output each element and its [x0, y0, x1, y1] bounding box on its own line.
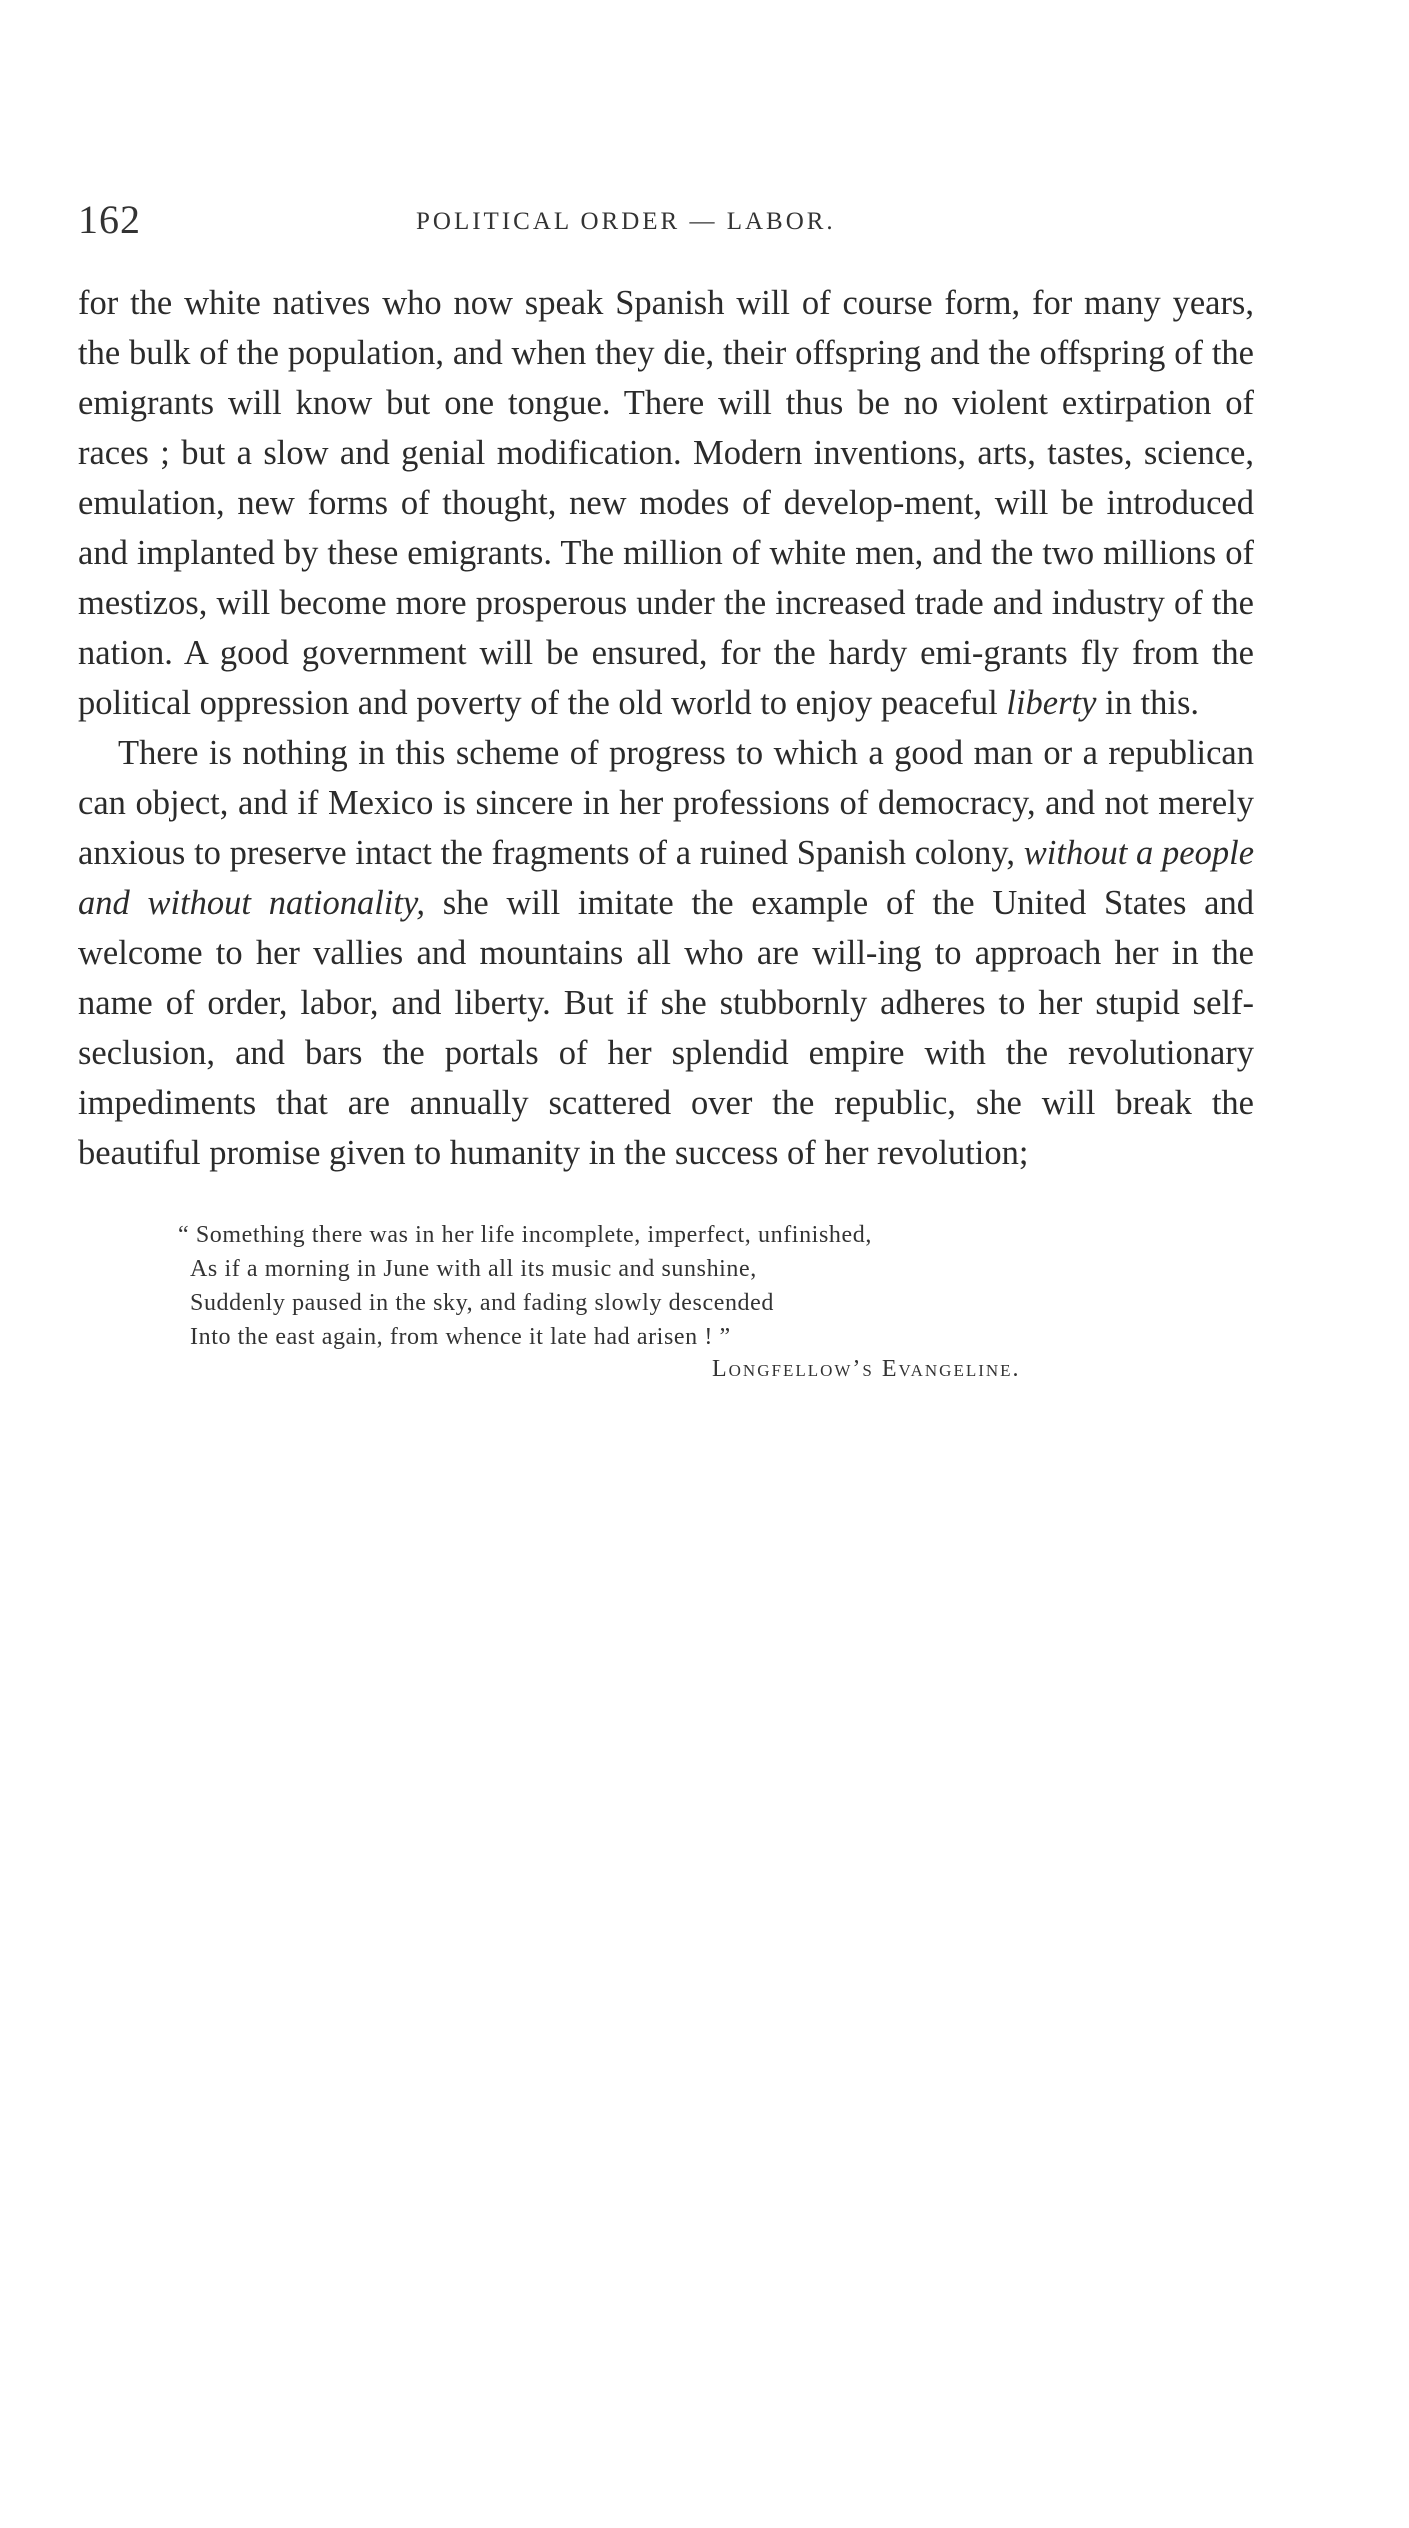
paragraph-1-text-a: for the white natives who now speak Spanish will of course form, for many years, the bulk of the population, and when they die, their offspring and the offspring of the emigrants will know but one tongue. There will thus be no violent extirpation of races ; but a slow and genial modification. Modern inventions, arts, tastes, science, emulation, new forms of thought, new modes of develop-ment, will be introduced and implanted by these emigrants. The million of white men, and the two millions of mestizos, will become more prosperous under the increased trade and industry of the nation. A good government will be ensured, for the hardy emi-grants fly from the political oppression and poverty of the old world to enjoy peaceful — [78, 284, 1254, 722]
verse-line-1: “ Something there was in her life incomplete, imperfect, unfinished, — [178, 1222, 872, 1248]
paragraph-2-italic: without a people and without nationality, — [78, 834, 1255, 922]
page-number: 162 — [78, 197, 141, 242]
quote-attribution: Longfellow’s Evangeline. — [712, 1356, 1021, 1382]
paragraph-1 — [78, 278, 1254, 728]
verse-line-3: Suddenly paused in the sky, and fading slowly descended — [190, 1290, 775, 1316]
book-page — [78, 196, 1254, 1383]
running-head — [78, 196, 1254, 256]
paragraph-2-text-a: There is nothing in this scheme of progress to which a good man or a republican can object, and if Mexico is sincere in her professions of democracy, and not merely anxious to preserve intact the fragments of a ruined Spanish colony, — [78, 734, 1254, 872]
paragraph-2 — [78, 728, 1254, 1178]
verse-line-2: As if a morning in June with all its music and sunshine, — [190, 1256, 757, 1282]
verse-quotation — [78, 1218, 1254, 1354]
paragraph-2-text-b: she will imitate the example of the United States and welcome to her vallies and mountains all who are will-ing to approach her in the name of order, labor, and liberty. But if she stubbornly adheres to her stupid self-seclusion, and bars the portals of her splendid empire with the revolutionary impediments that are annually scattered over the republic, she will break the beautiful promise given to humanity in the success of her revolution; — [78, 884, 1254, 1172]
verse-line-4: Into the east again, from whence it late had arisen ! ” — [190, 1324, 731, 1350]
paragraph-1-italic: liberty — [1006, 684, 1097, 722]
body-text — [78, 278, 1254, 1178]
running-title: POLITICAL ORDER — LABOR. — [416, 208, 836, 235]
paragraph-1-text-b: in this. — [1096, 684, 1200, 722]
